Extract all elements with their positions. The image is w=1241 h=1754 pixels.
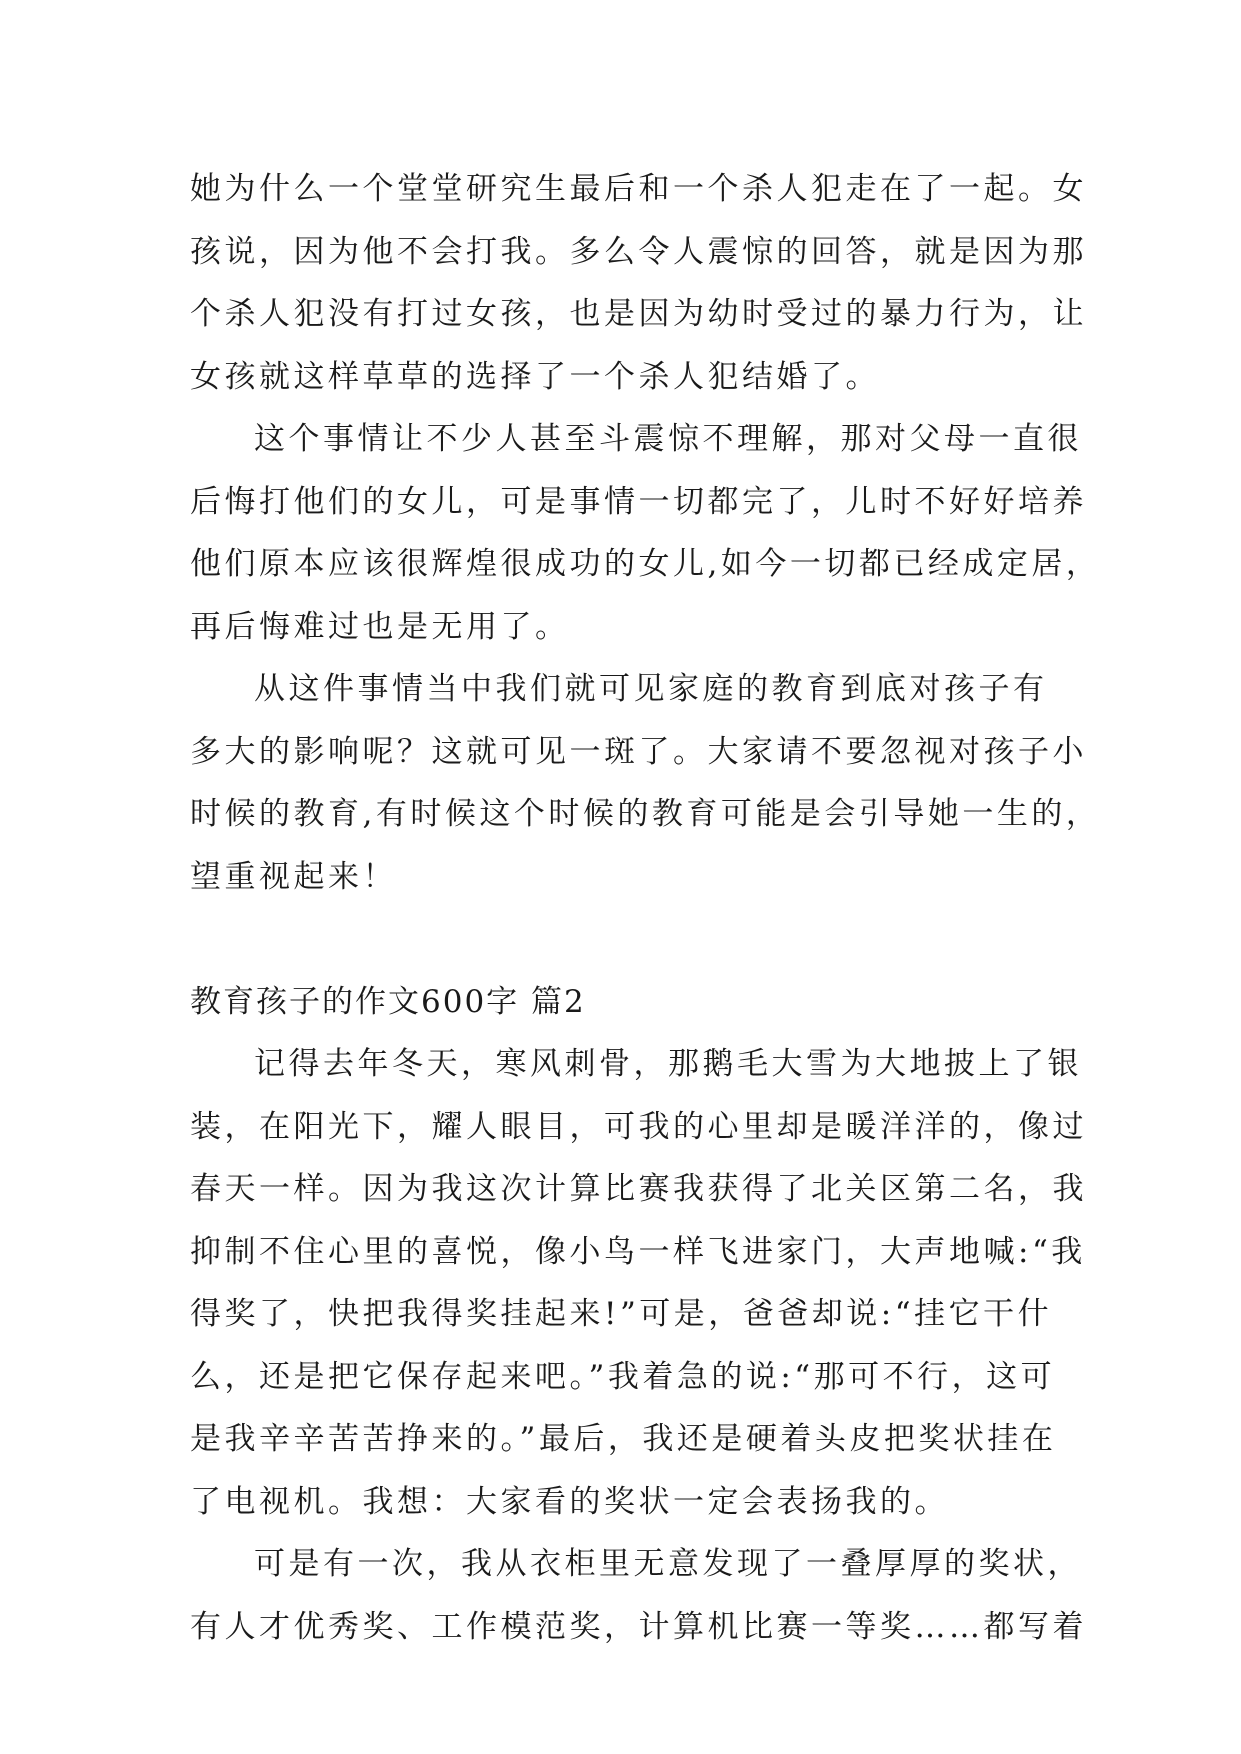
text-line: 孩说，因为他不会打我。多么令人震惊的回答，就是因为那 xyxy=(190,233,1087,270)
text-line: 时候的教育,有时候这个时候的教育可能是会引导她一生的， xyxy=(190,796,1101,832)
text-line: 从这件事情当中我们就可见家庭的教育到底对孩子有 xyxy=(254,671,1048,707)
section-gap xyxy=(190,908,1050,971)
text-line: 多大的影响呢？这就可见一斑了。大家请不要忽视对孩子小 xyxy=(190,733,1087,770)
text-line: 他们原本应该很辉煌很成功的女儿,如今一切都已经成定居， xyxy=(190,546,1101,582)
text-line: 可是有一次，我从衣柜里无意发现了一叠厚厚的奖状， xyxy=(254,1546,1082,1582)
text-line: 记得去年冬天，寒风刺骨，那鹅毛大雪为大地披上了银 xyxy=(254,1046,1082,1082)
paragraph-4 xyxy=(190,1033,1087,1533)
text-line: 这个事情让不少人甚至斗震惊不理解，那对父母一直很 xyxy=(254,421,1082,457)
text-line: 望重视起来！ xyxy=(190,858,397,895)
paragraph-1 xyxy=(190,158,1087,408)
text-line: 春天一样。因为我这次计算比赛我获得了北关区第二名，我 xyxy=(190,1171,1087,1207)
text-line: 后悔打他们的女儿，可是事情一切都完了，儿时不好好培养 xyxy=(190,483,1087,520)
text-line: 女孩就这样草草的选择了一个杀人犯结婚了。 xyxy=(190,358,880,395)
paragraph-2 xyxy=(190,408,1101,658)
text-line: 么，还是把它保存起来吧。”我着急的说:“那可不行，这可 xyxy=(190,1358,1056,1395)
text-line: 个杀人犯没有打过女孩，也是因为幼时受过的暴力行为，让 xyxy=(190,296,1087,332)
text-line: 有人才优秀奖、工作模范奖，计算机比赛一等奖……都写着 xyxy=(190,1608,1087,1645)
paragraph-5 xyxy=(190,1533,1087,1658)
text-line: 装，在阳光下，耀人眼目，可我的心里却是暖洋洋的，像过 xyxy=(190,1108,1087,1145)
text-line: 得奖了，快把我得奖挂起来!”可是，爸爸却说:“挂它干什 xyxy=(190,1296,1053,1332)
document-body xyxy=(190,158,1101,1658)
text-line: 是我辛辛苦苦挣来的。”最后，我还是硬着头皮把奖状挂在 xyxy=(190,1421,1057,1457)
text-line: 了电视机。我想：大家看的奖状一定会表扬我的。 xyxy=(190,1483,949,1520)
text-line: 她为什么一个堂堂研究生最后和一个杀人犯走在了一起。女 xyxy=(190,171,1087,207)
text-line: 再后悔难过也是无用了。 xyxy=(190,608,570,645)
text-line: 抑制不住心里的喜悦，像小鸟一样飞进家门，大声地喊:“我 xyxy=(190,1233,1086,1270)
section-heading: 教育孩子的作文600字 篇2 xyxy=(190,983,586,1020)
paragraph-3 xyxy=(190,658,1101,908)
